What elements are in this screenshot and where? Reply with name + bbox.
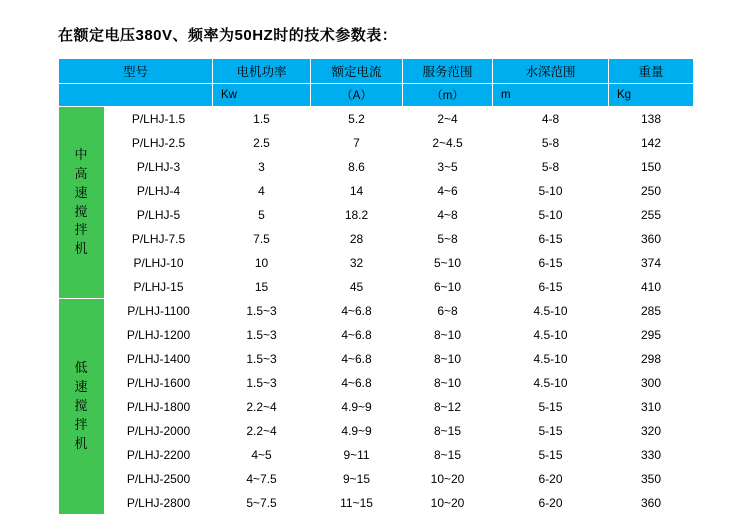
table-row bbox=[59, 491, 694, 515]
cell-weight: 255 bbox=[609, 203, 694, 227]
cell-weight: 295 bbox=[609, 323, 694, 347]
table-row bbox=[59, 203, 694, 227]
cell-current: 9~11 bbox=[311, 443, 403, 467]
table-row bbox=[59, 131, 694, 155]
unit-weight: Kg bbox=[609, 84, 694, 107]
cell-weight: 330 bbox=[609, 443, 694, 467]
cell-model: P/LHJ-1.5 bbox=[105, 107, 213, 131]
table-row bbox=[59, 419, 694, 443]
cell-service-range: 10~20 bbox=[403, 467, 493, 491]
cell-service-range: 5~8 bbox=[403, 227, 493, 251]
cell-current: 9~15 bbox=[311, 467, 403, 491]
table-row bbox=[59, 251, 694, 275]
cell-power: 7.5 bbox=[213, 227, 311, 251]
unit-service-range: （m） bbox=[403, 84, 493, 107]
cell-model: P/LHJ-5 bbox=[105, 203, 213, 227]
cell-model: P/LHJ-2500 bbox=[105, 467, 213, 491]
cell-service-range: 2~4.5 bbox=[403, 131, 493, 155]
table-row bbox=[59, 299, 694, 323]
cell-model: P/LHJ-2.5 bbox=[105, 131, 213, 155]
cell-weight: 310 bbox=[609, 395, 694, 419]
cell-depth-range: 6-15 bbox=[493, 227, 609, 251]
cell-power: 1.5~3 bbox=[213, 323, 311, 347]
cell-service-range: 10~20 bbox=[403, 491, 493, 515]
cell-weight: 320 bbox=[609, 419, 694, 443]
cell-service-range: 6~10 bbox=[403, 275, 493, 299]
cell-depth-range: 6-15 bbox=[493, 275, 609, 299]
cell-depth-range: 5-15 bbox=[493, 419, 609, 443]
cell-power: 2.2~4 bbox=[213, 419, 311, 443]
cell-current: 4~6.8 bbox=[311, 347, 403, 371]
group-label-low-speed bbox=[59, 299, 105, 515]
cell-weight: 374 bbox=[609, 251, 694, 275]
cell-service-range: 3~5 bbox=[403, 155, 493, 179]
column-header-power: 电机功率 bbox=[213, 59, 311, 84]
cell-depth-range: 5-8 bbox=[493, 131, 609, 155]
group-label-text: 低速搅拌机 bbox=[74, 360, 89, 451]
table-header bbox=[59, 59, 694, 107]
cell-service-range: 4~6 bbox=[403, 179, 493, 203]
cell-depth-range: 5-8 bbox=[493, 155, 609, 179]
cell-service-range: 2~4 bbox=[403, 107, 493, 131]
cell-model: P/LHJ-3 bbox=[105, 155, 213, 179]
cell-weight: 138 bbox=[609, 107, 694, 131]
cell-model: P/LHJ-1400 bbox=[105, 347, 213, 371]
cell-power: 3 bbox=[213, 155, 311, 179]
technical-parameters-table bbox=[58, 58, 694, 515]
table-row bbox=[59, 227, 694, 251]
cell-power: 15 bbox=[213, 275, 311, 299]
table-row bbox=[59, 371, 694, 395]
cell-depth-range: 5-15 bbox=[493, 395, 609, 419]
cell-depth-range: 4.5-10 bbox=[493, 371, 609, 395]
cell-current: 11~15 bbox=[311, 491, 403, 515]
cell-depth-range: 6-20 bbox=[493, 467, 609, 491]
cell-current: 4.9~9 bbox=[311, 395, 403, 419]
cell-weight: 350 bbox=[609, 467, 694, 491]
cell-weight: 298 bbox=[609, 347, 694, 371]
column-header-current: 额定电流 bbox=[311, 59, 403, 84]
cell-depth-range: 6-20 bbox=[493, 491, 609, 515]
cell-current: 45 bbox=[311, 275, 403, 299]
cell-model: P/LHJ-1600 bbox=[105, 371, 213, 395]
cell-model: P/LHJ-15 bbox=[105, 275, 213, 299]
cell-service-range: 8~15 bbox=[403, 443, 493, 467]
cell-service-range: 8~10 bbox=[403, 371, 493, 395]
cell-power: 2.5 bbox=[213, 131, 311, 155]
cell-weight: 300 bbox=[609, 371, 694, 395]
table-row bbox=[59, 443, 694, 467]
cell-power: 4 bbox=[213, 179, 311, 203]
cell-depth-range: 4.5-10 bbox=[493, 347, 609, 371]
cell-weight: 360 bbox=[609, 491, 694, 515]
table-row bbox=[59, 467, 694, 491]
cell-weight: 142 bbox=[609, 131, 694, 155]
column-header-service-range: 服务范围 bbox=[403, 59, 493, 84]
cell-power: 1.5 bbox=[213, 107, 311, 131]
cell-depth-range: 4.5-10 bbox=[493, 323, 609, 347]
table-row bbox=[59, 275, 694, 299]
cell-service-range: 8~10 bbox=[403, 323, 493, 347]
table-row bbox=[59, 179, 694, 203]
cell-current: 8.6 bbox=[311, 155, 403, 179]
cell-weight: 150 bbox=[609, 155, 694, 179]
column-header-weight: 重量 bbox=[609, 59, 694, 84]
unit-model bbox=[59, 84, 213, 107]
cell-service-range: 8~12 bbox=[403, 395, 493, 419]
cell-power: 2.2~4 bbox=[213, 395, 311, 419]
cell-current: 32 bbox=[311, 251, 403, 275]
unit-power: Kw bbox=[213, 84, 311, 107]
cell-weight: 410 bbox=[609, 275, 694, 299]
cell-power: 5 bbox=[213, 203, 311, 227]
cell-service-range: 6~8 bbox=[403, 299, 493, 323]
unit-depth-range: m bbox=[493, 84, 609, 107]
column-header-depth-range: 水深范围 bbox=[493, 59, 609, 84]
cell-power: 4~7.5 bbox=[213, 467, 311, 491]
cell-depth-range: 6-15 bbox=[493, 251, 609, 275]
cell-model: P/LHJ-2200 bbox=[105, 443, 213, 467]
cell-weight: 250 bbox=[609, 179, 694, 203]
cell-service-range: 8~10 bbox=[403, 347, 493, 371]
cell-model: P/LHJ-4 bbox=[105, 179, 213, 203]
table-row bbox=[59, 107, 694, 131]
cell-service-range: 5~10 bbox=[403, 251, 493, 275]
cell-model: P/LHJ-10 bbox=[105, 251, 213, 275]
cell-depth-range: 5-10 bbox=[493, 179, 609, 203]
cell-power: 1.5~3 bbox=[213, 371, 311, 395]
group-label-high-speed bbox=[59, 107, 105, 299]
cell-model: P/LHJ-7.5 bbox=[105, 227, 213, 251]
page-title: 在额定电压380V、频率为50HZ时的技术参数表： bbox=[58, 27, 398, 44]
cell-model: P/LHJ-2000 bbox=[105, 419, 213, 443]
cell-current: 4~6.8 bbox=[311, 299, 403, 323]
cell-model: P/LHJ-1800 bbox=[105, 395, 213, 419]
table-row bbox=[59, 347, 694, 371]
cell-power: 1.5~3 bbox=[213, 347, 311, 371]
cell-depth-range: 4-8 bbox=[493, 107, 609, 131]
cell-depth-range: 5-10 bbox=[493, 203, 609, 227]
cell-model: P/LHJ-1100 bbox=[105, 299, 213, 323]
cell-current: 5.2 bbox=[311, 107, 403, 131]
cell-current: 14 bbox=[311, 179, 403, 203]
cell-current: 7 bbox=[311, 131, 403, 155]
group-label-text: 中高速搅拌机 bbox=[74, 146, 89, 257]
cell-weight: 360 bbox=[609, 227, 694, 251]
cell-service-range: 8~15 bbox=[403, 419, 493, 443]
cell-current: 4~6.8 bbox=[311, 371, 403, 395]
table-unit-row bbox=[59, 84, 694, 107]
table-row bbox=[59, 395, 694, 419]
cell-power: 5~7.5 bbox=[213, 491, 311, 515]
table-row bbox=[59, 323, 694, 347]
table-body bbox=[59, 107, 694, 515]
cell-depth-range: 5-15 bbox=[493, 443, 609, 467]
cell-current: 28 bbox=[311, 227, 403, 251]
cell-service-range: 4~8 bbox=[403, 203, 493, 227]
table-row bbox=[59, 155, 694, 179]
cell-power: 4~5 bbox=[213, 443, 311, 467]
cell-weight: 285 bbox=[609, 299, 694, 323]
cell-current: 4~6.8 bbox=[311, 323, 403, 347]
cell-depth-range: 4.5-10 bbox=[493, 299, 609, 323]
column-header-model: 型号 bbox=[59, 59, 213, 84]
cell-model: P/LHJ-1200 bbox=[105, 323, 213, 347]
cell-power: 1.5~3 bbox=[213, 299, 311, 323]
cell-current: 4.9~9 bbox=[311, 419, 403, 443]
table-header-row bbox=[59, 59, 694, 84]
cell-current: 18.2 bbox=[311, 203, 403, 227]
cell-power: 10 bbox=[213, 251, 311, 275]
cell-model: P/LHJ-2800 bbox=[105, 491, 213, 515]
unit-current: （A） bbox=[311, 84, 403, 107]
